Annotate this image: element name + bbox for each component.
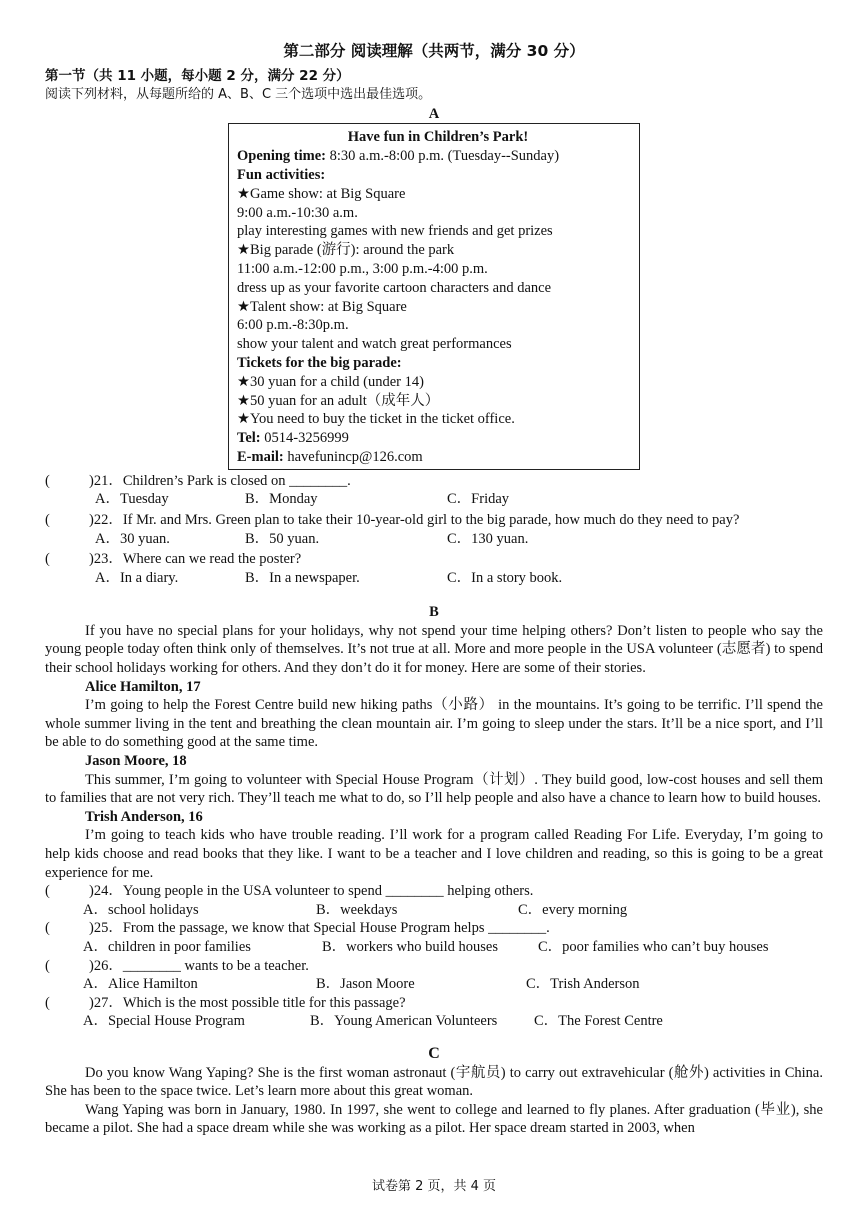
volunteer-story: I’m going to teach kids who have trouble reading. I’ll work for a program called Reading For Life. Everyday, I’m going to help kids choose and read books that they like. I want to be a teacher and I love children and reading, so this is going to be a great experience for me. <box>45 827 823 881</box>
question-22 <box>45 511 823 530</box>
options-21 <box>45 490 823 509</box>
answer-bracket[interactable]: ( <box>45 920 50 937</box>
options-25 <box>45 938 823 957</box>
poster-title: Have fun in Children’s Park! <box>347 129 529 146</box>
question-24 <box>45 882 823 901</box>
volunteer-story: I’m going to help the Forest Centre build new hiking paths（小路） in the mountains. It’s going to be terrific. I’ll spend the whole summer living in the tent and breathing the clean mountain air. I’m going to sleep under the stars. It’ll be a nice sport, and I’ll be able to do something good at the same time. <box>45 697 823 751</box>
question-text: If Mr. and Mrs. Green plan to take their 10-year-old girl to the big parade, how much do they need to pay? <box>122 511 740 528</box>
question-text: ________ wants to be a teacher. <box>122 957 309 974</box>
exam-page <box>45 42 823 1138</box>
option-a[interactable]: A．In a diary. <box>95 569 179 586</box>
ticket-line: ★30 yuan for a child (under 14) <box>237 373 424 390</box>
question-text: From the passage, we know that Special House Program helps ________. <box>122 920 550 937</box>
options-22 <box>45 530 823 549</box>
poster-line: ★Big parade (游行): around the park <box>237 242 455 259</box>
question-text: Where can we read the poster? <box>122 551 302 568</box>
answer-bracket[interactable]: ( <box>45 883 50 900</box>
question-number: )26． <box>89 957 123 974</box>
poster-email <box>237 448 639 467</box>
question-text: Young people in the USA volunteer to spend ________ helping others. <box>122 883 534 900</box>
passage-a-letter: A <box>428 105 440 122</box>
email-value: havefunincp@126.com <box>283 448 423 465</box>
options-27 <box>45 1012 823 1031</box>
option-b[interactable]: B．Monday <box>245 491 318 508</box>
question-23 <box>45 550 823 569</box>
option-a[interactable]: A．school holidays <box>83 901 199 918</box>
option-c[interactable]: C．poor families who can’t buy houses <box>538 938 769 955</box>
option-c[interactable]: C．Friday <box>447 491 510 508</box>
question-text: Children’s Park is closed on ________. <box>122 472 351 489</box>
instruction-text: 阅读下列材料，从每题所给的 A、B、C 三个选项中选出最佳选项。 <box>45 87 432 103</box>
question-number: )21． <box>89 472 123 489</box>
passage-c-paragraph: Wang Yaping was born in January, 1980. In 1997, she went to college and learned to fly planes. After graduation (毕业), she became a pilot. She had a space dream while she was working as a pilot. Her space dream started in 2003, when <box>45 1101 823 1137</box>
ticket-line: ★You need to buy the ticket in the ticket office. <box>237 411 515 428</box>
question-text: Which is the most possible title for this passage? <box>122 994 406 1011</box>
activities-label: Fun activities: <box>237 166 326 183</box>
volunteer-name: Alice Hamilton, 17 <box>85 678 201 695</box>
poster-opening-time <box>237 147 639 166</box>
volunteer-name: Jason Moore, 18 <box>85 753 187 770</box>
option-c[interactable]: C．In a story book. <box>447 569 563 586</box>
question-number: )23． <box>89 551 123 568</box>
answer-bracket[interactable]: ( <box>45 551 50 568</box>
option-a[interactable]: A．Alice Hamilton <box>83 976 198 993</box>
option-a[interactable]: A．children in poor families <box>83 938 251 955</box>
option-a[interactable]: A．30 yuan. <box>95 530 170 547</box>
poster-tel <box>237 429 639 448</box>
park-poster <box>228 123 640 469</box>
poster-line: dress up as your favorite cartoon characters and dance <box>237 279 552 296</box>
option-b[interactable]: B．Jason Moore <box>316 976 415 993</box>
option-b[interactable]: B．weekdays <box>316 901 398 918</box>
option-b[interactable]: B．50 yuan. <box>245 530 320 547</box>
page-footer: 试卷第 2 页，共 4 页 <box>371 1179 497 1194</box>
answer-bracket[interactable]: ( <box>45 472 50 489</box>
tel-value: 0514-3256999 <box>260 430 349 447</box>
volunteer-story: This summer, I’m going to volunteer with Special House Program（计划）. They build good, low-cost houses and sell them to families that are not very rich. They’ll teach me what to do, so I’ll help people and also have a chance to learn how to build houses. <box>45 771 823 807</box>
tel-label: Tel: <box>237 430 261 447</box>
poster-line: show your talent and watch great performances <box>237 336 512 353</box>
poster-line: ★Game show: at Big Square <box>237 185 406 202</box>
option-b[interactable]: B．workers who build houses <box>322 938 499 955</box>
tickets-label: Tickets for the big parade: <box>237 354 402 371</box>
volunteer-name: Trish Anderson, 16 <box>85 808 203 825</box>
option-b[interactable]: B．In a newspaper. <box>245 569 360 586</box>
poster-line: play interesting games with new friends and get prizes <box>237 223 553 240</box>
opening-value: 8:30 a.m.-8:00 p.m. (Tuesday--Sunday) <box>326 148 560 165</box>
question-25 <box>45 919 823 938</box>
poster-line: 6:00 p.m.-8:30p.m. <box>237 317 349 334</box>
section-heading: 第一节（共 11 小题，每小题 2 分，满分 22 分） <box>45 67 350 84</box>
question-27 <box>45 994 823 1013</box>
question-21 <box>45 472 823 491</box>
part-title: 第二部分 阅读理解（共两节，满分 30 分） <box>283 42 585 60</box>
question-number: )22． <box>89 511 123 528</box>
answer-bracket[interactable]: ( <box>45 994 50 1011</box>
ticket-line: ★50 yuan for an adult（成年人） <box>237 392 440 409</box>
option-a[interactable]: A．Tuesday <box>95 491 169 508</box>
passage-c-letter: C <box>428 1044 440 1062</box>
options-26 <box>45 975 823 994</box>
question-number: )25． <box>89 920 123 937</box>
passage-b-letter: B <box>429 604 439 621</box>
option-c[interactable]: C．130 yuan. <box>447 530 529 547</box>
option-c[interactable]: C．every morning <box>518 901 628 918</box>
question-26 <box>45 957 823 976</box>
poster-line: 9:00 a.m.-10:30 a.m. <box>237 204 358 221</box>
answer-bracket[interactable]: ( <box>45 511 50 528</box>
option-c[interactable]: C．Trish Anderson <box>526 976 640 993</box>
poster-line: 11:00 a.m.-12:00 p.m., 3:00 p.m.-4:00 p.m. <box>237 260 488 277</box>
passage-c-paragraph: Do you know Wang Yaping? She is the first woman astronaut (宇航员) to carry out extravehicular (舱外) activities in China. She has been to the space twice. Let’s learn more about this great woman. <box>45 1064 823 1100</box>
email-label: E-mail: <box>237 448 284 465</box>
options-24 <box>45 901 823 920</box>
option-a[interactable]: A．Special House Program <box>83 1013 245 1030</box>
option-c[interactable]: C．The Forest Centre <box>534 1013 663 1030</box>
question-number: )24． <box>89 883 123 900</box>
question-number: )27． <box>89 994 123 1011</box>
option-b[interactable]: B．Young American Volunteers <box>310 1013 498 1030</box>
answer-bracket[interactable]: ( <box>45 957 50 974</box>
opening-label: Opening time: <box>237 148 327 165</box>
poster-line: ★Talent show: at Big Square <box>237 298 407 315</box>
options-23 <box>45 569 823 588</box>
passage-b-intro: If you have no special plans for your holidays, why not spend your time helping others? Don’t listen to people who say the young people today often think only of themselves. It’s not true at all. More and more people in the USA volunteer (志愿者) to spend their school holidays working for others. And they don’t do it for money. Here are some of their stories. <box>45 622 823 677</box>
